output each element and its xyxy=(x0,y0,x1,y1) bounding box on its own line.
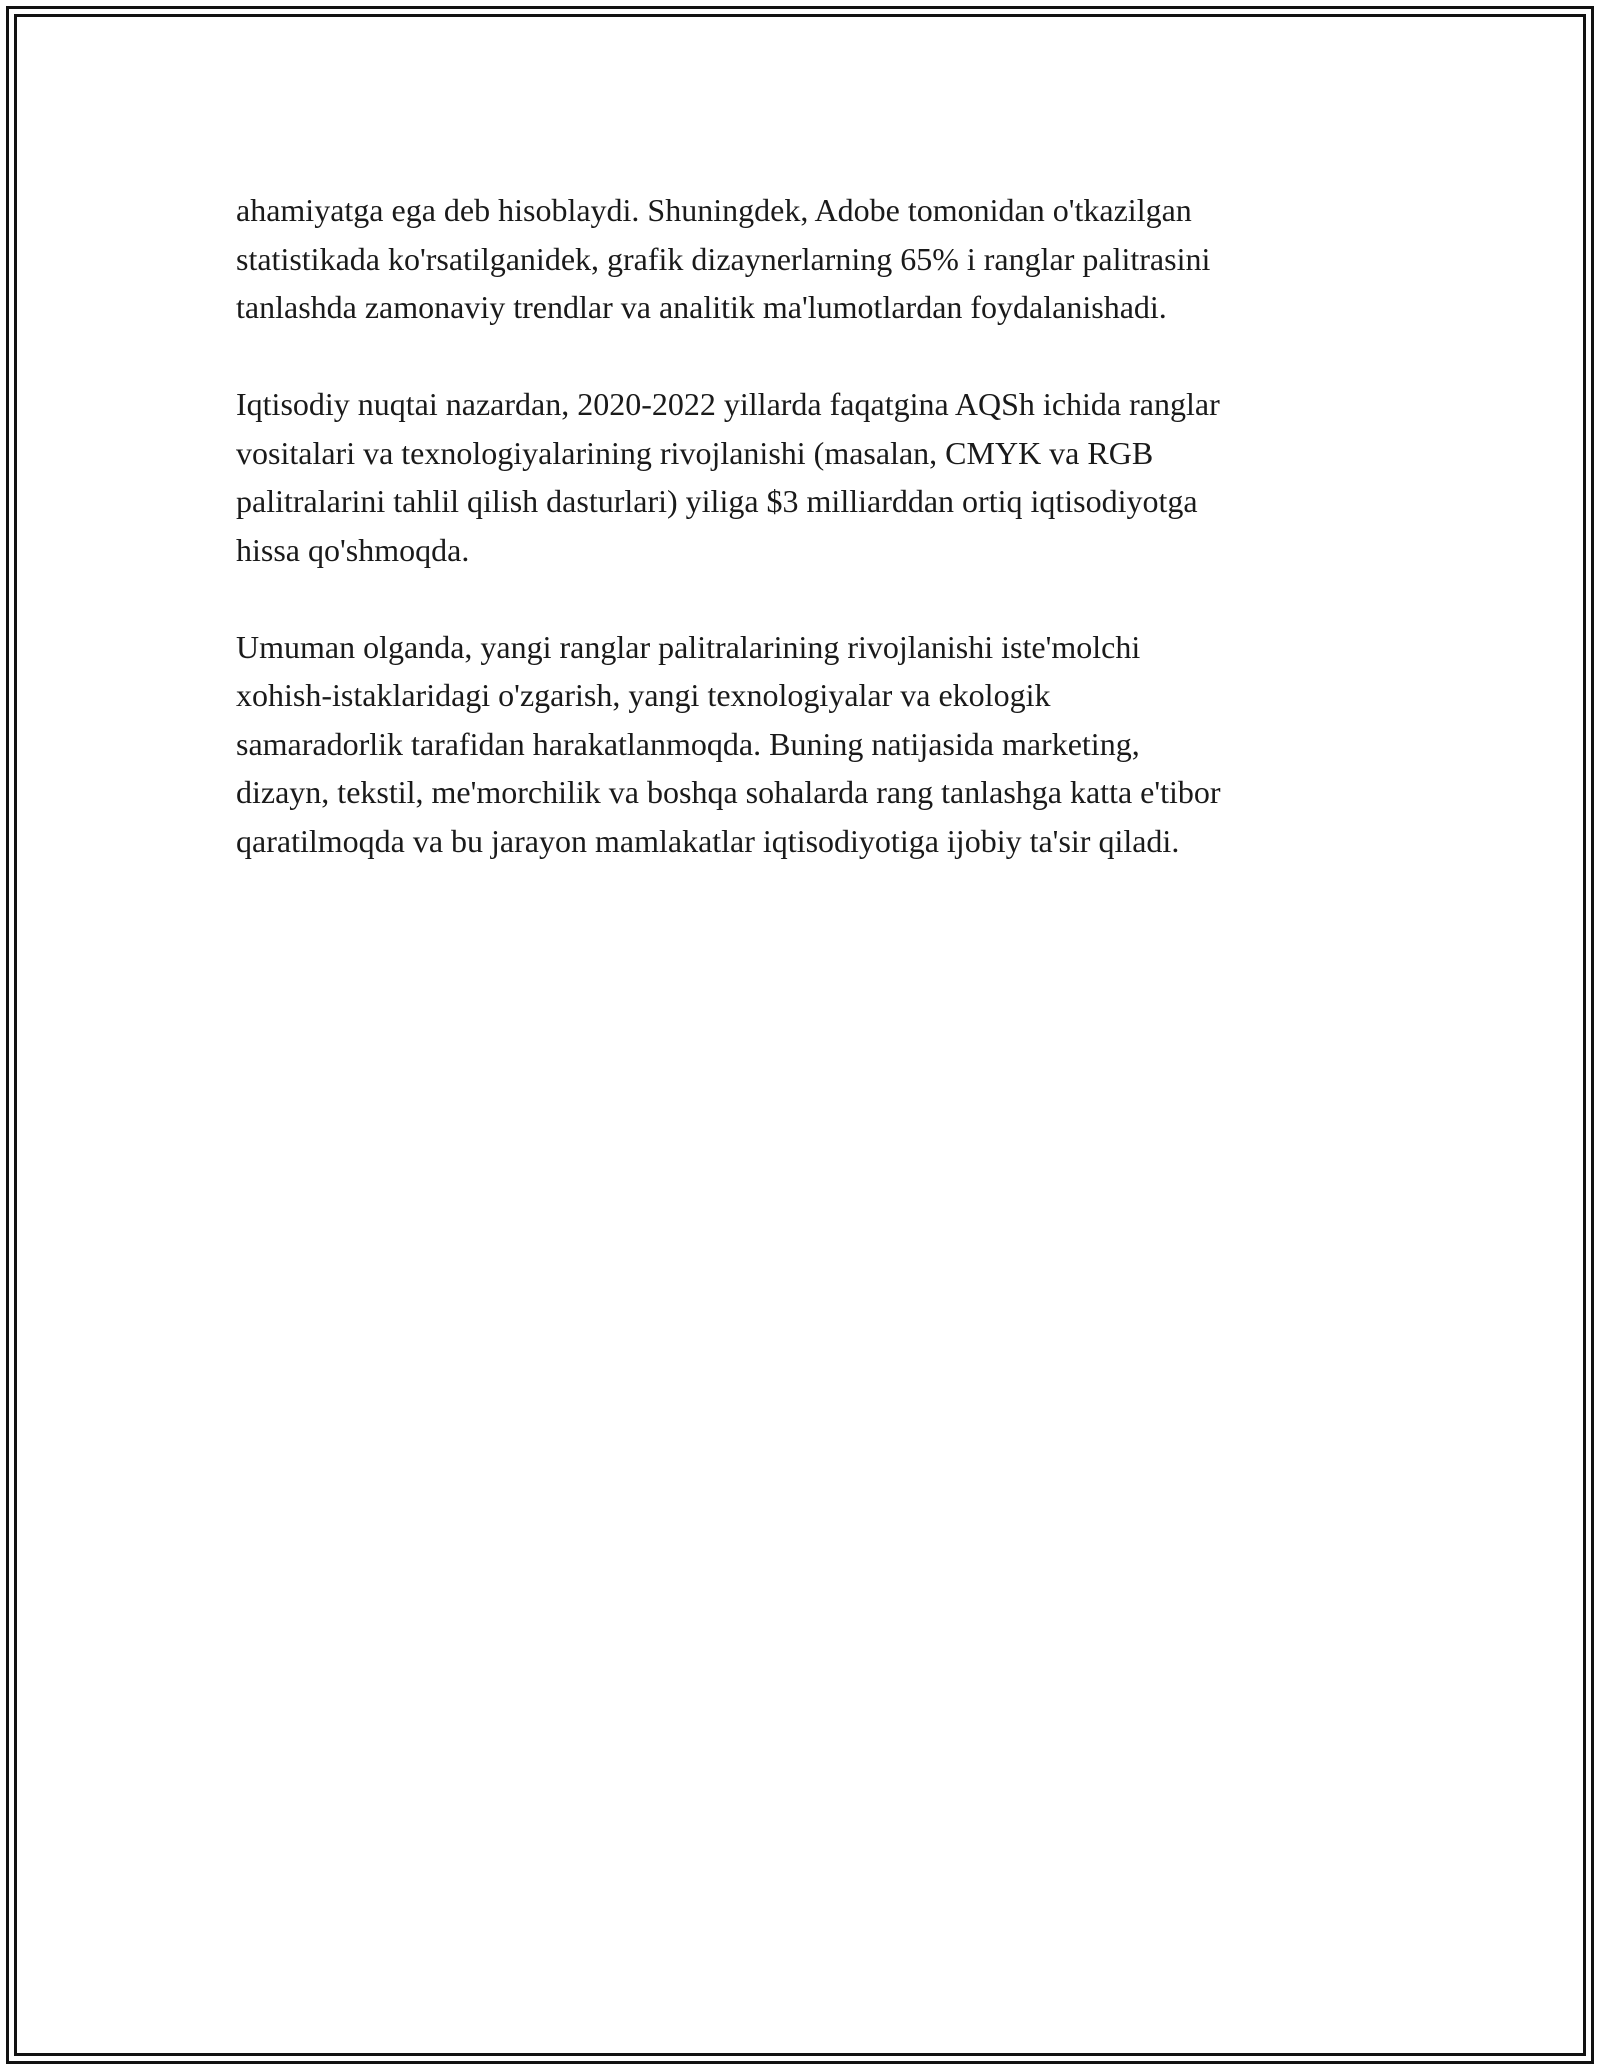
text-line: Iqtisodiy nuqtai nazardan, 2020-2022 yillarda faqatgina AQSh ichida ranglar xyxy=(236,386,1220,422)
text-line: samaradorlik tarafidan harakatlanmoqda. Buning natijasida marketing, xyxy=(236,725,1140,762)
text-line: qaratilmoqda va bu jarayon mamlakatlar iqtisodiyotiga ijobiy ta'sir qiladi. xyxy=(236,822,1180,859)
text-line: statistikada ko'rsatilganidek, grafik dizaynerlarning 65% i ranglar palitrasini xyxy=(236,240,1211,277)
text-line: dizayn, tekstil, me'morchilik va boshqa sohalarda rang tanlashga katta e'tibor xyxy=(236,774,1221,810)
paragraph xyxy=(236,623,1376,866)
text-line: vositalari va texnologiyalarining rivojlanishi (masalan, CMYK va RGB xyxy=(236,434,1154,471)
text-line: xohish-istaklaridagi o'zgarish, yangi texnologiyalar va ekologik xyxy=(236,677,1051,713)
paragraph xyxy=(236,380,1376,574)
text-line: Umuman olganda, yangi ranglar palitralarining rivojlanishi iste'molchi xyxy=(236,628,1141,665)
document-body xyxy=(236,186,1376,914)
text-line: tanlashda zamonaviy trendlar va analitik ma'lumotlardan foydalanishadi. xyxy=(236,289,1167,325)
text-line: palitralarini tahlil qilish dasturlari) yiliga $3 milliarddan ortiq iqtisodiyotga xyxy=(236,483,1198,519)
paragraph xyxy=(236,186,1376,332)
text-line: ahamiyatga ega deb hisoblaydi. Shuningdek, Adobe tomonidan o'tkazilgan xyxy=(236,192,1192,228)
text-line: hissa qo'shmoqda. xyxy=(236,531,470,568)
